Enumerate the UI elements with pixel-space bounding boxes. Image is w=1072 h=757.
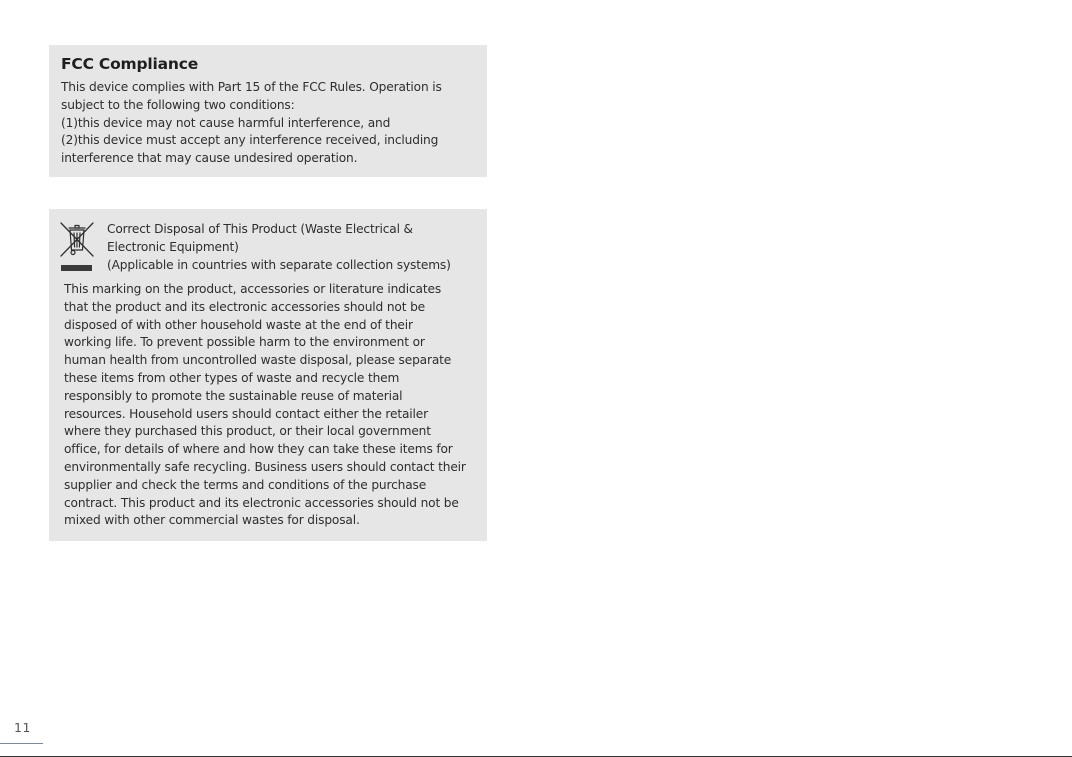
weee-body-line: supplier and check the terms and conditions of the purchase — [64, 477, 427, 492]
weee-body-line: where they purchased this product, or their local government — [64, 424, 431, 439]
weee-body-line: contract. This product and its electronic accessories should not be — [64, 495, 459, 510]
weee-body-line: these items from other types of waste and recycle them — [64, 370, 400, 385]
weee-body-line: disposed of with other household waste at the end of their — [64, 317, 413, 332]
weee-header-line: (Applicable in countries with separate collection systems) — [107, 257, 451, 272]
weee-body-line: mixed with other commercial wastes for disposal. — [64, 513, 360, 528]
fcc-text-line: (2)this device must accept any interference received, including — [61, 133, 439, 148]
fcc-text-line: interference that may cause undesired operation. — [61, 151, 358, 166]
weee-body-line: working life. To prevent possible harm to the environment or — [64, 335, 425, 350]
weee-body-line: office, for details of where and how they can take these items for — [64, 442, 453, 457]
fcc-text-line: (1)this device may not cause harmful interference, and — [61, 115, 391, 130]
weee-header-line: Electronic Equipment) — [107, 239, 239, 254]
weee-header-line: Correct Disposal of This Product (Waste Electrical & — [107, 222, 413, 236]
page-number: 11 — [14, 720, 31, 735]
weee-body-text — [64, 281, 466, 530]
fcc-text-line: This device complies with Part 15 of the FCC Rules. Operation is — [61, 80, 442, 94]
weee-body-line: environmentally safe recycling. Business users should contact their — [64, 459, 466, 474]
fcc-compliance-section — [49, 45, 487, 177]
weee-header — [107, 221, 451, 274]
fcc-compliance-text — [61, 79, 475, 168]
fcc-compliance-title: FCC Compliance — [61, 55, 199, 73]
page-number-underline — [0, 743, 43, 744]
weee-disposal-section — [49, 209, 487, 541]
weee-body-line: responsibly to promote the sustainable reuse of material — [64, 388, 403, 403]
weee-body-line: human health from uncontrolled waste disposal, please separate — [64, 353, 452, 368]
crossed-out-wheelie-bin-icon — [59, 220, 95, 274]
weee-body-line: that the product and its electronic accessories should not be — [64, 299, 425, 314]
weee-body-line: resources. Household users should contact either the retailer — [64, 406, 428, 421]
weee-body-line: This marking on the product, accessories or literature indicates — [64, 282, 442, 296]
fcc-text-line: subject to the following two conditions: — [61, 97, 295, 112]
